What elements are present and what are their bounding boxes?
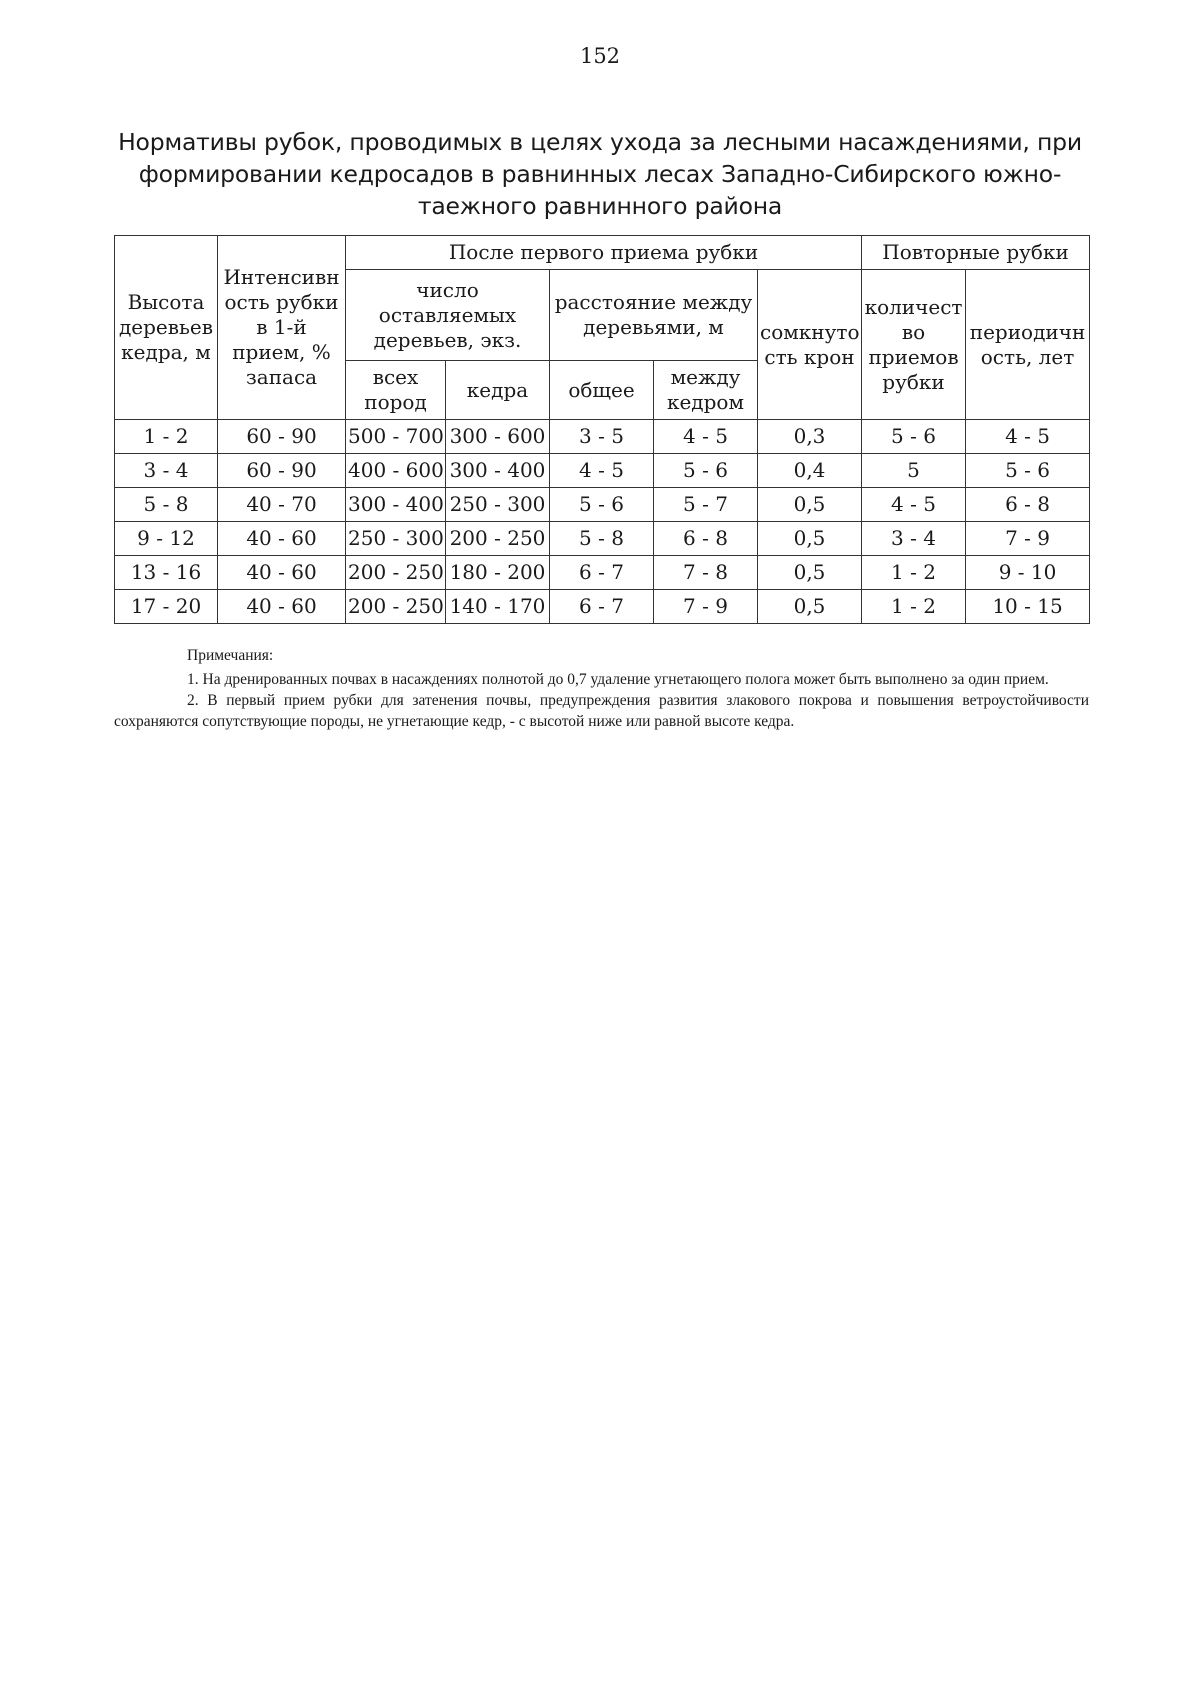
- table-cell: 6 - 7: [550, 590, 654, 624]
- table-cell: 0,5: [758, 488, 862, 522]
- header-periodicity: периодичн ость, лет: [966, 270, 1090, 420]
- header-all-species: всех пород: [346, 361, 446, 420]
- table-cell: 1 - 2: [115, 420, 218, 454]
- table-cell: 400 - 600: [346, 454, 446, 488]
- table-cell: 200 - 250: [346, 556, 446, 590]
- header-height: Высота деревьев кедра, м: [115, 236, 218, 420]
- table-cell: 60 - 90: [218, 420, 346, 454]
- table-cell: 4 - 5: [966, 420, 1090, 454]
- header-num-cuts: количест во приемов рубки: [862, 270, 966, 420]
- table-cell: 17 - 20: [115, 590, 218, 624]
- document-title: [100, 126, 1100, 222]
- table-cell: 200 - 250: [346, 590, 446, 624]
- table-cell: 40 - 60: [218, 522, 346, 556]
- table-cell: 0,3: [758, 420, 862, 454]
- table-cell: 9 - 10: [966, 556, 1090, 590]
- header-count-left: число оставляемых деревьев, экз.: [346, 270, 550, 361]
- table-cell: 5 - 8: [550, 522, 654, 556]
- table-cell: 1 - 2: [862, 556, 966, 590]
- table-cell: 5 - 7: [654, 488, 758, 522]
- notes-heading: Примечания:: [187, 647, 274, 664]
- header-closure: сомкнуто сть крон: [758, 270, 862, 420]
- table-cell: 500 - 700: [346, 420, 446, 454]
- table-cell: 7 - 8: [654, 556, 758, 590]
- page-number: 152: [579, 44, 621, 68]
- table-row: [115, 488, 1090, 522]
- title-line: таежного равнинного района: [417, 192, 783, 220]
- norms-table: [114, 235, 1090, 624]
- notes-section: [114, 645, 1089, 732]
- table-row: [115, 420, 1090, 454]
- table-row: [115, 454, 1090, 488]
- table-cell: 0,5: [758, 556, 862, 590]
- header-first-cut: После первого приема рубки: [346, 236, 862, 270]
- table-cell: 10 - 15: [966, 590, 1090, 624]
- table-cell: 1 - 2: [862, 590, 966, 624]
- table-cell: 200 - 250: [446, 522, 550, 556]
- header-between-cedar: между кедром: [654, 361, 758, 420]
- table-cell: 5: [862, 454, 966, 488]
- table-cell: 300 - 600: [446, 420, 550, 454]
- header-distance: расстояние между деревьями, м: [550, 270, 758, 361]
- table-cell: 4 - 5: [862, 488, 966, 522]
- table-cell: 140 - 170: [446, 590, 550, 624]
- table-cell: 5 - 6: [966, 454, 1090, 488]
- table-cell: 40 - 60: [218, 556, 346, 590]
- table-cell: 6 - 8: [966, 488, 1090, 522]
- note-item: 2. В первый прием рубки для затенения почвы, предупреждения развития злакового покрова и повышения ветроустойчивости сохраняются сопутствующие породы, не угнетающие кедр, - с высотой ниже или равной высоте кедра.: [114, 692, 1089, 730]
- note-item: 1. На дренированных почвах в насаждениях полнотой до 0,7 удаление угнетающего полога может быть выполнено за один прием.: [187, 671, 1049, 688]
- header-intensity: Интенсивн ость рубки в 1-й прием, % запаса: [218, 236, 346, 420]
- table-row: [115, 590, 1090, 624]
- table-cell: 0,5: [758, 590, 862, 624]
- table-cell: 250 - 300: [346, 522, 446, 556]
- table-cell: 3 - 4: [115, 454, 218, 488]
- title-line: Нормативы рубок, проводимых в целях ухода за лесными насаждениями, при: [118, 128, 1082, 156]
- table-cell: 6 - 7: [550, 556, 654, 590]
- table-row: [115, 556, 1090, 590]
- table-cell: 5 - 6: [550, 488, 654, 522]
- table-cell: 60 - 90: [218, 454, 346, 488]
- header-repeat-cuts: Повторные рубки: [862, 236, 1090, 270]
- table-row: [115, 522, 1090, 556]
- table-cell: 6 - 8: [654, 522, 758, 556]
- table-cell: 300 - 400: [346, 488, 446, 522]
- table-cell: 4 - 5: [550, 454, 654, 488]
- table-cell: 9 - 12: [115, 522, 218, 556]
- table-cell: 3 - 5: [550, 420, 654, 454]
- table-cell: 3 - 4: [862, 522, 966, 556]
- table-cell: 0,5: [758, 522, 862, 556]
- header-cedar: кедра: [446, 361, 550, 420]
- title-line: формировании кедросадов в равнинных лесах Западно-Сибирского южно-: [138, 160, 1062, 188]
- table-cell: 250 - 300: [446, 488, 550, 522]
- table-cell: 5 - 8: [115, 488, 218, 522]
- table-cell: 7 - 9: [966, 522, 1090, 556]
- table-cell: 180 - 200: [446, 556, 550, 590]
- table-cell: 13 - 16: [115, 556, 218, 590]
- table-cell: 40 - 60: [218, 590, 346, 624]
- table-cell: 0,4: [758, 454, 862, 488]
- table-cell: 5 - 6: [862, 420, 966, 454]
- table-cell: 300 - 400: [446, 454, 550, 488]
- table-cell: 4 - 5: [654, 420, 758, 454]
- header-overall: общее: [550, 361, 654, 420]
- table-cell: 7 - 9: [654, 590, 758, 624]
- table-cell: 5 - 6: [654, 454, 758, 488]
- table-cell: 40 - 70: [218, 488, 346, 522]
